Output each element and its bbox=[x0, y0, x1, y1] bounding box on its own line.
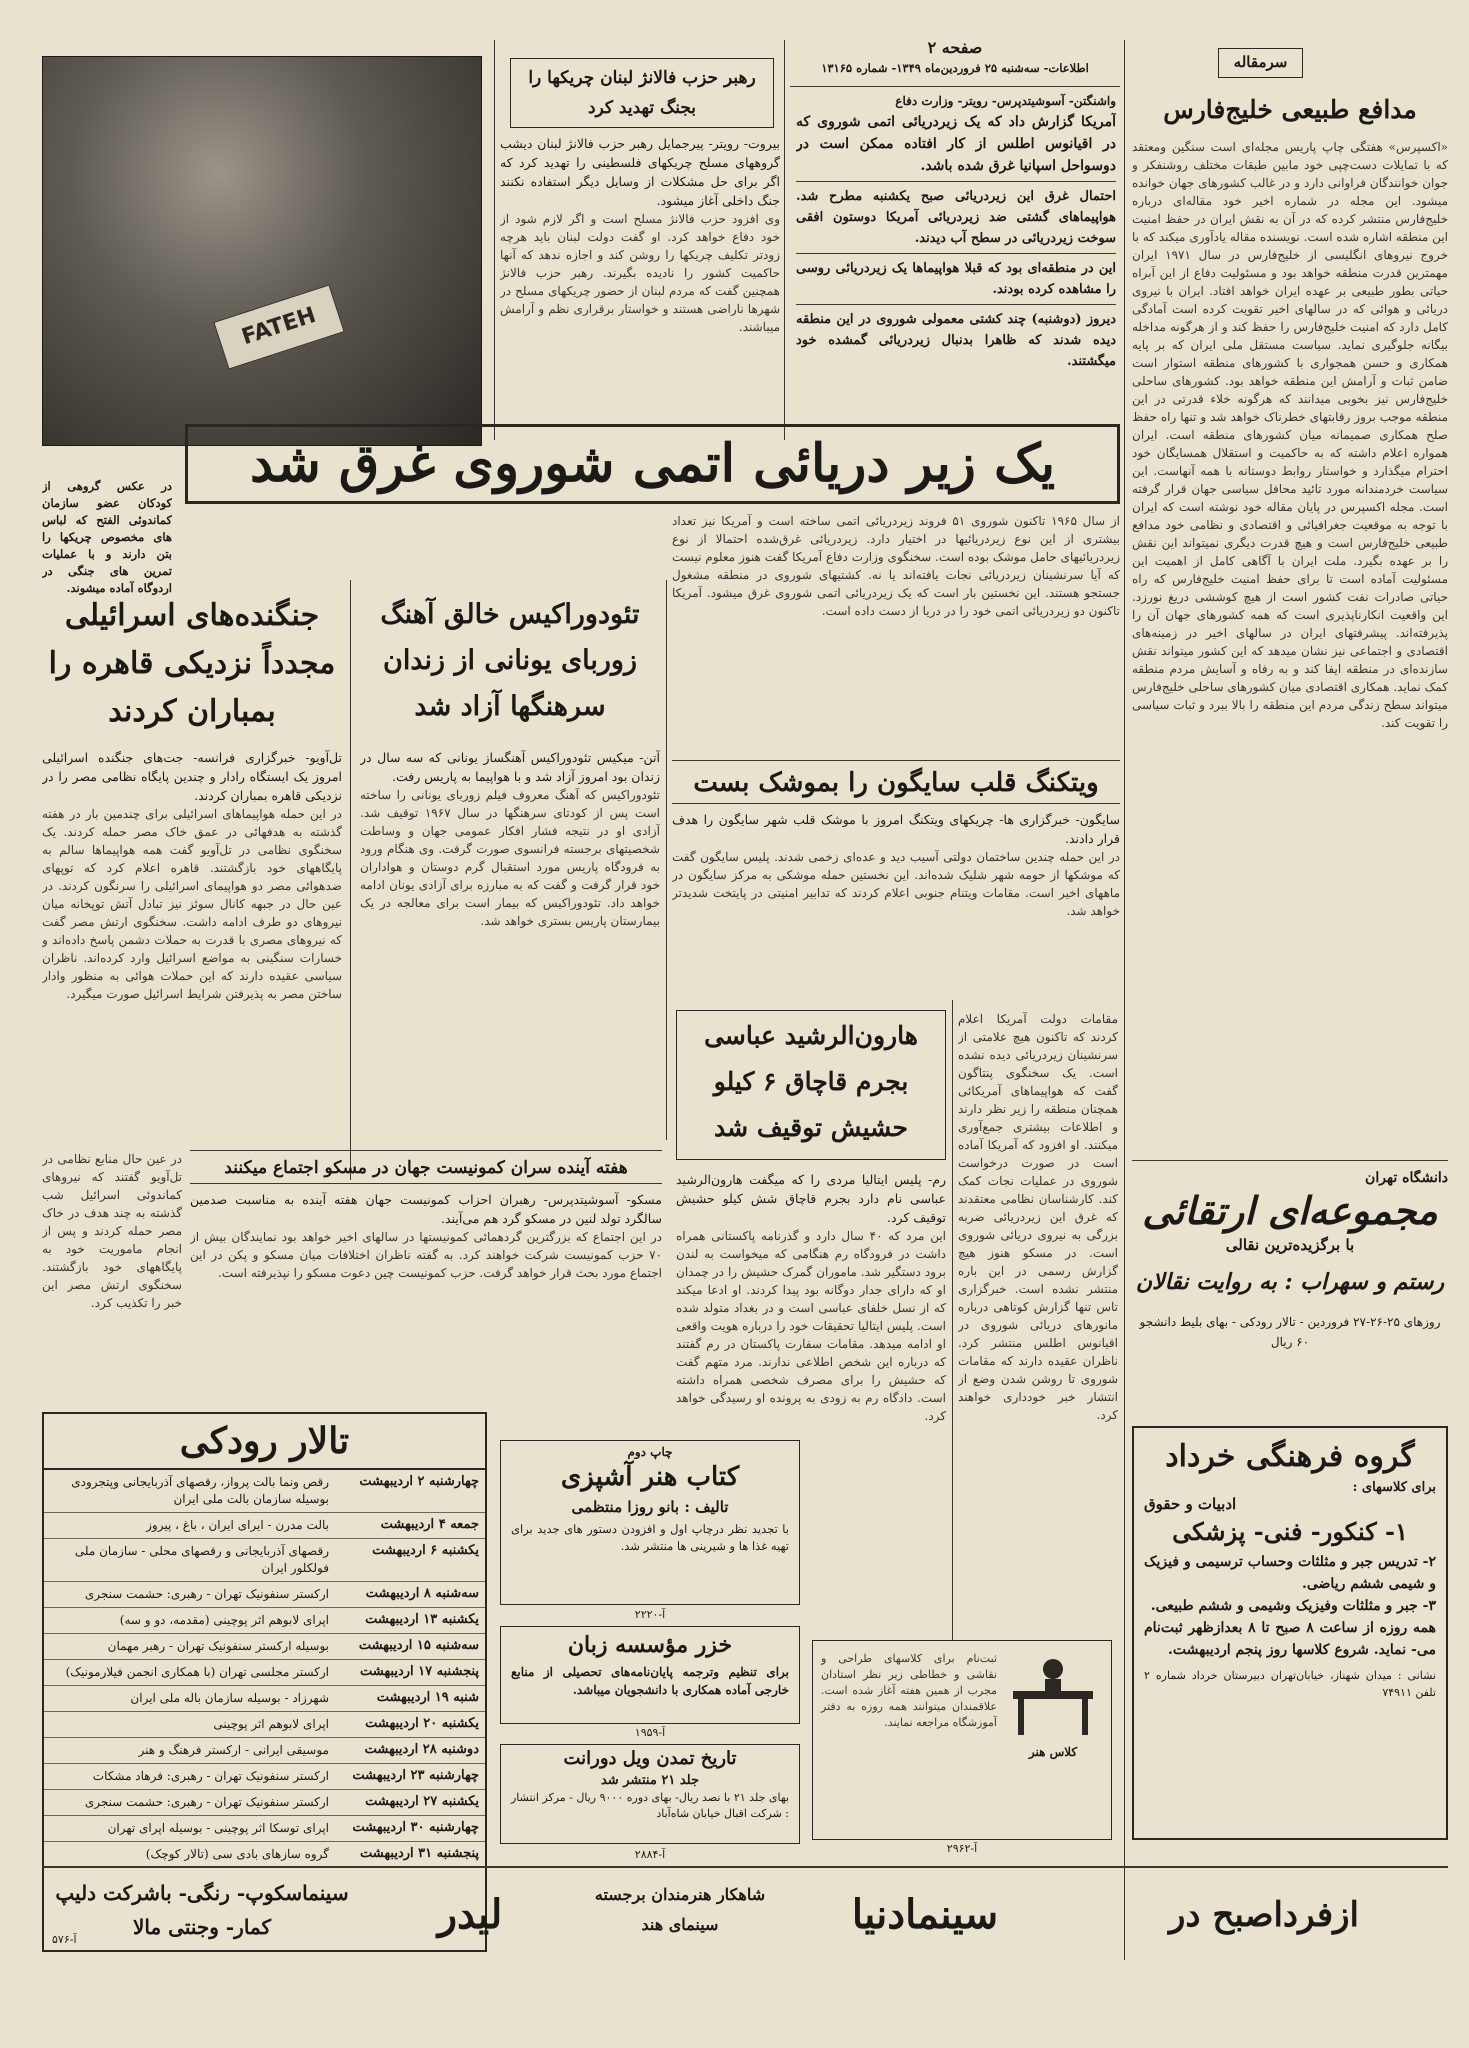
schedule-program: رقص ونما بالت پرواز، رقصهای آذربایجانی وپتجرودی بوسیله سازمان بالت ملی ایران bbox=[71, 1475, 329, 1506]
class-label: کلاس هنر bbox=[1028, 1745, 1078, 1759]
schedule-program: ارکستر مجلسی تهران (با همکاری انجمن فیلارمونیک) bbox=[65, 1665, 329, 1679]
schedule-program: موسیقی ایرانی - ارکستر فرهنگ و هنر bbox=[138, 1743, 329, 1757]
harun-lede: رم- پلیس ایتالیا مردی را که میگفت هارون‌الرشید عباسی نام دارد بجرم قاچاق شش کیلو حشیش توقیف کرد. bbox=[676, 1172, 946, 1225]
history-title: تاریخ تمدن ویل دورانت bbox=[563, 1748, 737, 1769]
schedule-program: اپرای لابوهم اثر پوچینی bbox=[213, 1717, 329, 1731]
schedule-date: سه‌شنبه ۱۵ اردیبهشت bbox=[358, 1638, 479, 1653]
hezb-title: خزر مؤسسه زبان bbox=[567, 1632, 733, 1658]
israel-headline: جنگنده‌های اسرائیلی مجدداً نزدیکی قاهره را بمباران کردند bbox=[48, 598, 336, 729]
phalange-lede: بیروت- رویتر- پیرجمایل رهبر حزب فالانژ لبنان دیشب گروههای مسلح چریکهای فلسطینی را تهدید کرد که اگر برای حل مشکلات از وسایل دیگر استفاده نکنند جنگ داخلی آغاز میشود. bbox=[500, 136, 780, 208]
wire-lede: آمریکا گزارش داد که یک زیردریائی اتمی شوروی که در اقیانوس اطلس از کار افتاده ممکن است در دوسواحل اسپانیا غرق شده باشد. bbox=[796, 114, 1116, 174]
fateh-patch: FATEH bbox=[213, 284, 344, 369]
col-rule-1 bbox=[494, 40, 495, 440]
cinema-c5: ازفرداصبح در bbox=[1169, 1895, 1359, 1935]
schedule-row bbox=[44, 1842, 485, 1868]
schedule-date: چهارشنبه ۲ اردیبهشت bbox=[359, 1474, 479, 1489]
masthead-rule bbox=[790, 86, 1120, 87]
khordad-l3: ۲- تدریس جبر و مثلثات وحساب ترسیمی و فیزیک و شیمی ششم ریاضی. bbox=[1144, 1554, 1436, 1592]
phalange-headline: رهبر حزب فالانژ لبنان چریکها را بجنگ تهدید کرد bbox=[528, 68, 756, 118]
hezb-code: آ-۱۹۵۹ bbox=[634, 1726, 666, 1739]
desk-illustration bbox=[1003, 1651, 1103, 1741]
schedule-row bbox=[44, 1513, 485, 1539]
theodorakis-lede: آتن- میکیس تئودوراکیس آهنگساز یونانی که سه سال در زندان بود امروز آزاد شد و با هواپیما به پاریس رفت. bbox=[360, 750, 660, 784]
wire-bold1: احتمال غرق این زیردریائی صبح یکشنبه مطرح شد. هواپیماهای گشتی ضد زیردریائی آمریکا دوستون افقی سوخت زیردریائی در سطح آب دیدند. bbox=[796, 189, 1116, 246]
editorial-kicker-box bbox=[1218, 48, 1303, 78]
schedule-row bbox=[44, 1470, 485, 1513]
harun-headline: هارون‌الرشید عباسی بجرم قاچاق ۶ کیلو حشیش توقیف شد bbox=[704, 1021, 918, 1142]
rudaki-footer: آ-۵۷۶ bbox=[52, 1933, 77, 1946]
schedule-date: یکشنبه ۱۳ اردیبهشت bbox=[365, 1612, 479, 1627]
schedule-date: دوشنبه ۲۸ اردیبهشت bbox=[364, 1742, 479, 1757]
left-column-mid: در عین حال منابع نظامی در تل‌آویو گفتند که نیروهای کماندوئی اسرائیل شب گذشته به چند هدف در خاک مصر حمله کردند و پس از انجام ماموریت خود به پایگاههای خود بازگشتند. سخنگوی ارتش مصر این خبر را تکذیب کرد. bbox=[42, 1152, 182, 1310]
cookbook-title: کتاب هنر آشپزی bbox=[560, 1462, 740, 1492]
fateh-photo bbox=[42, 56, 482, 446]
wire-rule-3 bbox=[796, 304, 1116, 305]
main-headline-box bbox=[185, 424, 1120, 504]
schedule-row bbox=[44, 1608, 485, 1634]
vietcong-filler: در این حمله چندین ساختمان دولتی آسیب دید و عده‌ای زخمی شدند. پلیس سایگون گفت که موشکها از حومه شهر شلیک شده‌اند. این نخستین حمله موشکی به مرکز سایگون در ماههای اخیر است. مقامات ویتنام جنوبی اعلام کردند که تدابیر امنیتی در پایتخت شدیدتر خواهد شد. bbox=[672, 850, 1120, 918]
schedule-row bbox=[44, 1686, 485, 1712]
schedule-date: یکشنبه ۶ اردیبهشت bbox=[372, 1543, 479, 1558]
col-rule-6 bbox=[952, 1000, 953, 1640]
issue-line: اطلاعات- سه‌شنبه ۲۵ فروردین‌ماه ۱۳۴۹- شماره ۱۳۱۶۵ bbox=[821, 61, 1089, 75]
schedule-program: اپرای لابوهم اثر پوچینی (مقدمه، دو و سه) bbox=[119, 1613, 329, 1627]
schedule-date: چهارشنبه ۳۰ اردیبهشت bbox=[352, 1820, 479, 1835]
editorial-title: مدافع طبیعی خلیج‌فارس bbox=[1163, 95, 1417, 124]
cinema-rule bbox=[42, 1866, 1448, 1868]
vietcong-body bbox=[672, 810, 1120, 1000]
schedule-date: پنجشنبه ۱۷ اردیبهشت bbox=[360, 1664, 479, 1679]
schedule-program: اپرای توسکا اثر پوچینی - بوسیله اپرای تهران bbox=[107, 1821, 329, 1835]
hezb-body: برای تنظیم وترجمه پایان‌نامه‌های تحصیلی از منابع خارجی آماده همکاری با دانشجویان میباشد. bbox=[511, 1665, 789, 1697]
university-kicker: دانشگاه تهران bbox=[1365, 1170, 1448, 1186]
center-right-column: مقامات دولت آمریکا اعلام کردند که تاکنون هیچ علامتی از سرنشینان زیردریائی دیده نشده است. یک سخنگوی پنتاگون گفت که هواپیماهای آمریکائی همچنان منطقه را زیر نظر دارند و اطلاعات بیشتری جمع‌آوری میکنند. او افزود که آمریکا آماده است در صورت درخواست شوروی در عملیات نجات کمک کند. کارشناسان نظامی معتقدند که غرق این زیردریائی ضربه بزرگی به نیروی دریائی شوروی است. در مسکو هنوز هیچ گزارش رسمی در این باره منتشر نشده است. خبرگزاری تاس تنها گزارش کوتاهی درباره مانورهای دریائی شوروی در اقیانوس اطلس منتشر کرد. ناظران عقیده دارند که مقامات شوروی تا روشن شدن وضع از انتشار خبر خودداری خواهند کرد. bbox=[958, 1012, 1118, 1422]
class-code: آ-۲۹۶۲ bbox=[946, 1842, 978, 1855]
col-rule-4 bbox=[350, 580, 351, 1180]
harun-filler: این مرد که ۴۰ سال دارد و گذرنامه پاکستانی همراه داشت در فرودگاه رم هنگامی که میخواست به لندن برود دستگیر شد. ماموران گمرک حشیش را در چمدان او که دارای جدار دوگانه بود پیدا کردند. او ادعا میکند که از نسل خلفای عباسی است و در بغداد متولد شده است. پلیس ایتالیا تحقیقات خود را درباره هویت واقعی او ادامه میدهد. مقامات سفارت پاکستان در رم گفتند که درباره این شخص اطلاعی ندارند. مرد متهم گفت که حشیش را برای مصرف شخصی همراه داشته است. دادگاه رم به زودی به پرونده او رسیدگی خواهد کرد. bbox=[676, 1229, 946, 1423]
schedule-program: بالت مدرن - ایرای ایران ، باغ ، پیروز bbox=[146, 1518, 329, 1532]
editorial-body: «اکسپرس» هفتگی چاپ پاریس مجله‌ای است سنگین ومعتقد که با تمایلات دست‌چپی خود مابین طبقات مختلف روشنفکر و جوان خوانندگان فراوانی دارد و در غالب کشورهای جهان خوانده میشود. این مجله در شماره اخیر خود مقاله‌ای درباره خلیج‌فارس منتشر کرده که در آن به نقش ایران در حفظ امنیت این منطقه اشاره شده است. نویسنده مقاله یادآوری میکند که با خروج نیروهای انگلیسی از خلیج‌فارس در سال ۱۹۷۱ ایران مهمترین قدرت منطقه خواهد بود و مسئولیت دفاع از این آبراه حیاتی بطور طبیعی بر عهده ایران خواهد افتاد. ایران با نیروی دریائی و هوائی که در سالهای اخیر تقویت کرده است آمادگی کامل دارد که امنیت خلیج‌فارس را حفظ کند و از هرگونه مداخله بیگانه جلوگیری نماید. سیاست مستقل ملی ایران که بر پایه همکاری و حسن همجواری با کشورهای منطقه استوار است ضامن ثبات و آرامش این منطقه خواهد بود. کشورهای ساحلی خلیج‌فارس نیز بخوبی میدانند که هرگونه خلاء قدرتی در این منطقه موجب بروز رقابتهای خطرناک خواهد شد و تنها راه حفظ صلح همکاری صمیمانه میان کشورهای منطقه است. ایران همواره اعلام داشته که به حاکمیت و استقلال همسایگان خود احترام میگذارد و خواستار روابط دوستانه با همه آنهاست. این سیاست خردمندانه مورد تائید محافل سیاسی جهان قرار گرفته است. مجله اکسپرس در پایان مقاله خود نوشته است که ایران با توجه به موقعیت جغرافیائی و اقتصادی و نظامی خود مدافع طبیعی خلیج‌فارس است و هیچ قدرت دیگری نمیتواند این نقش را بر عهده بگیرد. ملت ایران با آگاهی کامل از اهمیت این مسئولیت آماده است تا برای حفظ امنیت خلیج‌فارس که راه حیاتی صادرات نفت کشور است از هیچ کوششی دریغ نورزد. این واقعیت انکارناپذیری است که همه کشورهای جهان آن را پذیرفته‌اند. پیشرفتهای ایران در سالهای اخیر در زمینه‌های اقتصادی و اجتماعی نیز نشان میدهد که این کشور میتواند نقش سازنده‌ای در منطقه ایفا کند و به رفاه و آسایش مردم منطقه کمک نماید. همکاری اقتصادی میان کشورهای ساحلی خلیج‌فارس میتواند سطح زندگی مردم این منطقه را بالا ببرد و ثبات سیاسی را تقویت کند. bbox=[1132, 140, 1448, 730]
theodorakis-body bbox=[360, 748, 660, 1128]
rudaki-box bbox=[42, 1412, 487, 1952]
phalange-body bbox=[500, 134, 780, 404]
rudaki-title: تالار رودکی bbox=[44, 1414, 485, 1470]
communist-body bbox=[190, 1190, 662, 1400]
schedule-row bbox=[44, 1764, 485, 1790]
class-filler: ثبت‌نام برای کلاسهای طراحی و نقاشی و خطاطی زیر نظر استادان مجرب از همین هفته آغاز شده است. علاقمندان میتوانند همه روزه به دفتر آموزشگاه مراجعه نمایند. bbox=[821, 1652, 997, 1729]
editorial-end-rule bbox=[1132, 1160, 1448, 1161]
university-detail: روزهای ۲۵-۲۶-۲۷ فروردین - تالار رودکی - بهای بلیط دانشجو ۶۰ ریال bbox=[1139, 1315, 1441, 1349]
cookbook-kicker: چاپ دوم bbox=[627, 1445, 673, 1459]
vietcong-lede: سایگون- خبرگزاری ها- چریکهای ویتکنگ امروز با موشک قلب شهر سایگون را هدف قرار دادند. bbox=[672, 812, 1120, 846]
israel-filler: در این حمله هواپیماهای اسرائیلی برای چندمین بار در هفته گذشته به هدفهائی در عمق خاک مصر حمله کردند. یک سخنگوی نظامی در تل‌آویو گفت همه هواپیماها سالم به پایگاههای خود بازگشتند. قاهره اعلام کرد که توپهای ضدهوائی مصر دو هواپیمای اسرائیلی را سرنگون کردند. در عین حال در جبهه کانال سوئز نیز تبادل آتش توپخانه میان نیروهای دو طرف ادامه داشت. سخنگوی ارتش مصر گفت که نیروهای مصری با قدرت به حملات دشمن پاسخ داده‌اند و خسارات سنگینی به مواضع اسرائیل وارد کرده‌اند. ناظران سیاسی عقیده دارند که این حملات هوائی به منظور وادار ساختن مصر به پذیرفتن شرایط اسرائیل صورت میگیرد. bbox=[42, 807, 342, 1001]
cookbook-code: آ-۲۲۲۰ bbox=[634, 1608, 666, 1621]
schedule-program: رقصهای آذربایجانی و رقصهای محلی - سازمان ملی فولکلور ایران bbox=[74, 1544, 329, 1575]
submarine-wire bbox=[796, 92, 1116, 442]
vietcong-headline: ویتکنگ قلب سایگون را بموشک بست bbox=[672, 760, 1120, 804]
university-subtitle: با برگزیده‌ترین نقالی bbox=[1225, 1236, 1355, 1254]
schedule-row bbox=[44, 1712, 485, 1738]
schedule-date: سه‌شنبه ۸ اردیبهشت bbox=[365, 1586, 479, 1601]
communist-lede: مسکو- آسوشیتدپرس- رهبران احزاب کمونیست جهان هفته آینده به مناسبت صدمین سالگرد تولد لنین در مسکو گرد هم می‌آیند. bbox=[190, 1192, 662, 1226]
communist-filler: در این اجتماع که بزرگترین گردهمائی کمونیستها در سالهای اخیر خواهد بود نمایندگان بیش از ۷۰ حزب کمونیست شرکت خواهند کرد. به گفته ناظران اختلافات میان مسکو و پکن در این اجتماع مورد بحث قرار خواهد گرفت. حزب کمونیست چین دعوت مسکو را نپذیرفته است. bbox=[190, 1230, 662, 1280]
cookbook-author: تالیف : بانو روزا منتظمی bbox=[571, 1498, 729, 1516]
khordad-l2: ۱- کنکور- فنی- پزشکی bbox=[1172, 1517, 1408, 1546]
israel-body bbox=[42, 748, 342, 1168]
wire-dateline: واشنگتن- آسوشیتدپرس- رویتر- وزارت دفاع bbox=[895, 94, 1116, 108]
cinema-c2: لیدر bbox=[437, 1891, 503, 1938]
schedule-date: پنجشنبه ۳۱ اردیبهشت bbox=[360, 1846, 479, 1861]
photo-caption: در عکس گروهی از کودکان عضو سازمان کماندوئی الفتح که لباس های مخصوص چریکها را بتن دارند و با عملیات تمرین های جنگی در اردوگاه آماده میشوند. bbox=[42, 479, 172, 595]
history-subtitle: جلد ۲۱ منتشر شد bbox=[600, 1773, 700, 1788]
university-ad bbox=[1132, 1170, 1448, 1410]
khordad-title: گروه فرهنگی خرداد bbox=[1165, 1439, 1415, 1474]
wire-bold2: این در منطقه‌ای بود که قبلا هواپیماها یک زیردریائی روسی را مشاهده کرده بودند. bbox=[796, 261, 1116, 297]
col-rule-5 bbox=[666, 580, 667, 1140]
editorial-kicker: سرمقاله bbox=[1233, 53, 1288, 71]
history-body: بهای جلد ۲۱ با نصد ریال- بهای دوره ۹۰۰۰ ریال - مرکز انتشار : شرکت اقبال خیابان شاه‌آباد bbox=[511, 1791, 789, 1820]
schedule-row bbox=[44, 1660, 485, 1686]
class-ad bbox=[812, 1640, 1112, 1840]
israel-lede: تل‌آویو- خبرگزاری فرانسه- جت‌های جنگنده اسرائیلی امروز یک ایستگاه رادار و چندین پایگاه نظامی مصر را در نزدیکی قاهره بمباران کردند. bbox=[42, 750, 342, 803]
schedule-row bbox=[44, 1634, 485, 1660]
khordad-l6: نشانی : میدان شهناز، خیابان‌تهران دبیرستان خرداد شماره ۲ تلفن ۷۴۹۱۱ bbox=[1144, 1669, 1436, 1699]
communist-headline: هفته آینده سران کمونیست جهان در مسکو اجتماع میکنند bbox=[190, 1150, 662, 1184]
main-headline: یک زیر دریائی اتمی شوروی غرق شد bbox=[249, 433, 1056, 494]
wire-bold3: دیروز (دوشنبه) چند کشتی معمولی شوروی در این منطقه دیده شدند که ظاهرا بدنبال زیردریائی گمشده خود میگشتند. bbox=[796, 312, 1116, 369]
schedule-date: یکشنبه ۲۰ اردیبهشت bbox=[365, 1716, 479, 1731]
khordad-l1: ادبیات و حقوق bbox=[1144, 1495, 1237, 1513]
theodorakis-filler: تئودوراکیس که آهنگ معروف فیلم زوربای یونانی را ساخته است پس از کودتای سرهنگها در سال ۱۹۶۷ توقیف شد. آزادی او در نتیجه فشار افکار عمومی جهان و وساطت شخصیتهای برجسته فرانسوی صورت گرفت. وی هنگام ورود به فرودگاه پاریس مورد استقبال گرم دوستان و هواداران خود قرار گرفت و گفت که به مبارزه برای آزادی یونان ادامه خواهد داد. تئودوراکیس که بیمار است برای معالجه در یک بیمارستان پاریس بستری خواهد شد. bbox=[360, 788, 660, 928]
wire-rule-1 bbox=[796, 181, 1116, 182]
hezb-ad bbox=[500, 1626, 800, 1724]
khordad-l4: ۳- جبر و مثلثات وفیزیک وشیمی و ششم طبیعی. bbox=[1150, 1598, 1436, 1614]
cookbook-body: با تجدید نظر درچاپ اول و افزودن دستور های جدید برای تهیه غذا ها و شیرینی ها منتشر شد. bbox=[511, 1522, 789, 1553]
schedule-date: چهارشنبه ۲۳ اردیبهشت bbox=[352, 1768, 479, 1783]
schedule-date: جمعه ۴ اردیبهشت bbox=[380, 1517, 479, 1532]
khordad-intro: برای کلاسهای : bbox=[1352, 1480, 1436, 1495]
col-rule-2 bbox=[784, 40, 785, 440]
khordad-l5: همه روزه از ساعت ۸ صبح تا ۸ بعدازظهر ثبت‌نام می- نماید. شروع کلاسها روز پنجم اردیبهشت. bbox=[1144, 1620, 1436, 1658]
schedule-row bbox=[44, 1582, 485, 1608]
schedule-program: ارکستر سنفونیک تهران - رهبری: فرهاد مشکات bbox=[92, 1769, 329, 1783]
center-column-top: از سال ۱۹۶۵ تاکنون شوروی ۵۱ فروند زیردریائی اتمی ساخته است و آمریکا نیز تعداد بیشتری از این نوع زیردریائیها در اختیار دارد. زیردریائی غرق‌شده احتمالا از نوع زیردریائیهای حامل موشک بوده است. سخنگوی وزارت دفاع آمریکا گفت هنوز معلوم نیست که آیا سرنشینان زیردریائی نجات یافته‌اند یا نه. کشتیهای شوروی در منطقه مشغول جستجو هستند. این نخستین بار است که یک زیردریائی اتمی شوروی غرق میشود. آمریکا تاکنون دو زیردریائی اتمی خود را در دریا از دست داده است. bbox=[672, 514, 1120, 618]
schedule-program: ارکستر سنفونیک تهران - رهبری: حشمت سنجری bbox=[84, 1795, 329, 1809]
khordad-ad bbox=[1132, 1426, 1448, 1840]
phalange-filler: وی افزود حزب فالانژ مسلح است و اگر لازم شود از خود دفاع خواهد کرد. او گفت دولت لبنان باید هرچه زودتر تکلیف چریکها را روشن کند و اجازه ندهد که آنها حاکمیت کشور را نادیده بگیرند. رهبر حزب فالانژ همچنین گفت که مردم لبنان از حضور چریکهای مسلح در شهرها ناراضی هستند و خواستار برقراری نظم و آرامش میباشند. bbox=[500, 212, 780, 334]
cinema-c4: سینمادنیا bbox=[851, 1891, 999, 1938]
cinema-c3: شاهکار هنرمندان برجسته سینمای هند bbox=[594, 1885, 766, 1934]
schedule-date: شنبه ۱۹ اردیبهشت bbox=[376, 1690, 479, 1705]
theodorakis-headline: تئودوراکیس خالق آهنگ زوربای یونانی از زندان سرهنگها آزاد شد bbox=[380, 599, 640, 722]
university-title: مجموعه‌ای ارتقائی bbox=[1142, 1188, 1438, 1233]
desk-icon bbox=[1003, 1651, 1103, 1741]
schedule-row bbox=[44, 1539, 485, 1582]
rudaki-schedule bbox=[44, 1470, 485, 1868]
col-rule-3 bbox=[1124, 40, 1125, 1960]
wire-rule-2 bbox=[796, 253, 1116, 254]
phalange-headline-box bbox=[510, 58, 774, 128]
university-show: رستم و سهراب : به روایت نقالان bbox=[1135, 1269, 1445, 1295]
schedule-program: بوسیله ارکستر سنفونیک تهران - رهبر مهمان bbox=[107, 1639, 329, 1653]
schedule-program: گروه سازهای بادی سی (تالار کوچک) bbox=[145, 1847, 329, 1861]
schedule-row bbox=[44, 1738, 485, 1764]
cookbook-ad bbox=[500, 1440, 800, 1605]
schedule-date: یکشنبه ۲۷ اردیبهشت bbox=[365, 1794, 479, 1809]
page-number: صفحه ۲ bbox=[927, 38, 983, 57]
schedule-program: ارکستر سنفونیک تهران - رهبری: حشمت سنجری bbox=[84, 1587, 329, 1601]
schedule-program: شهرزاد - بوسیله سازمان باله ملی ایران bbox=[130, 1691, 329, 1705]
masthead bbox=[790, 38, 1120, 84]
schedule-row bbox=[44, 1790, 485, 1816]
history-code: آ-۲۸۸۴ bbox=[634, 1848, 666, 1861]
harun-headline-box bbox=[676, 1010, 946, 1160]
schedule-row bbox=[44, 1816, 485, 1842]
cinema-c1: سینماسکوپ- رنگی- باشرکت دلیپ کمار- وجنتی مالا bbox=[55, 1881, 349, 1939]
history-ad bbox=[500, 1744, 800, 1844]
